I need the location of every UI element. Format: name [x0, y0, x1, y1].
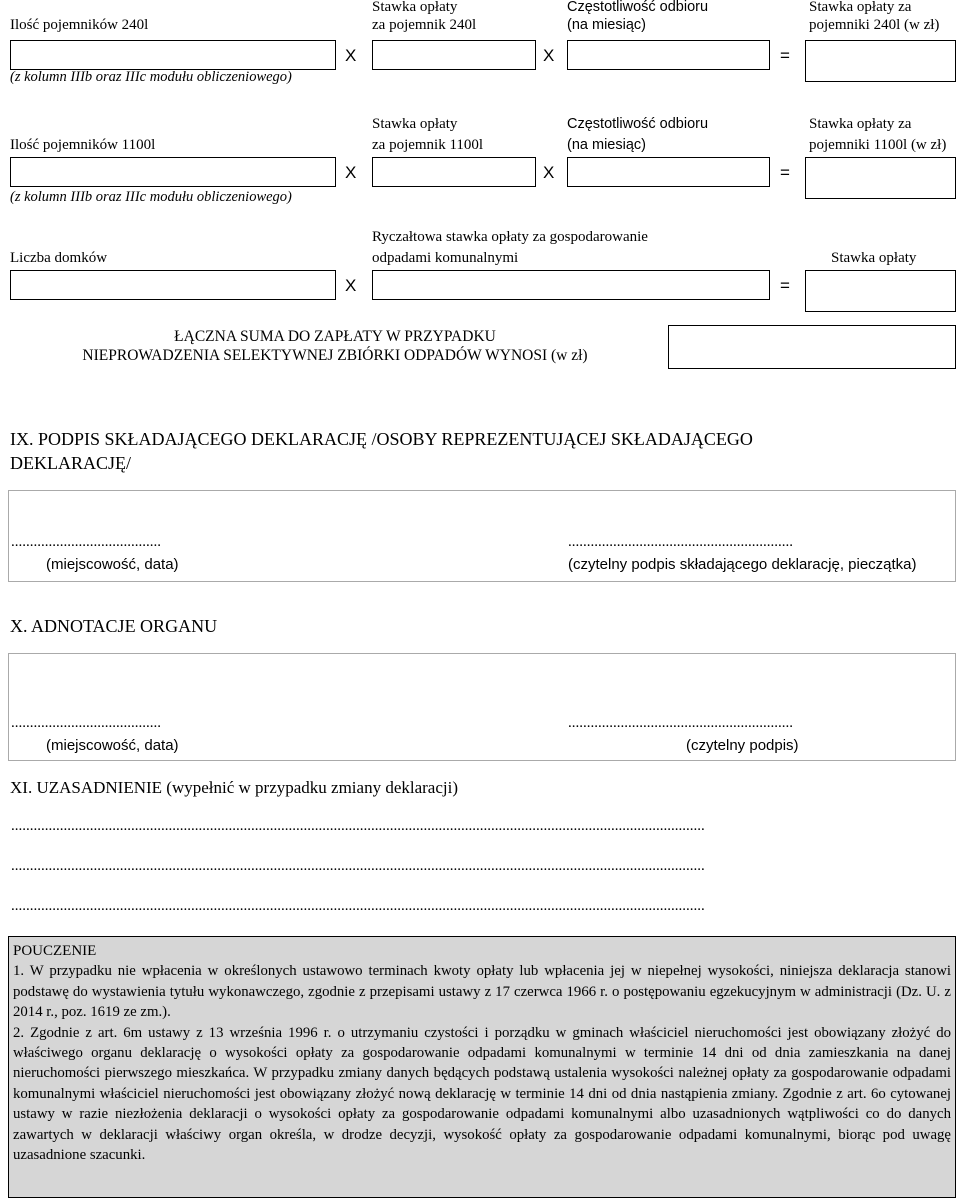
dots-place-date: ........................................: [11, 534, 161, 550]
equals-sign: =: [780, 46, 790, 65]
total-240-field[interactable]: [805, 40, 956, 82]
domki-total-label: Stawka opłaty: [831, 250, 917, 266]
count-240-field[interactable]: [10, 40, 336, 70]
multiply-sign: X: [345, 163, 357, 182]
rate-240-field[interactable]: [372, 40, 536, 70]
instructions-title: POUCZENIE: [13, 943, 97, 959]
dots-signature: ............................................................: [568, 715, 793, 731]
count-240-note: (z kolumn IIIb oraz IIIc modułu obliczeniowego): [10, 69, 292, 85]
count-1100-label: Ilość pojemników 1100l: [10, 137, 156, 153]
section-ix-title-2: DEKLARACJĘ/: [10, 453, 131, 473]
count-1100-field[interactable]: [10, 157, 336, 187]
place-date-caption: (miejscowość, data): [46, 556, 179, 573]
rate-1100-field[interactable]: [372, 157, 536, 187]
rate-240-label-2: za pojemnik 240l: [372, 17, 477, 33]
rate-1100-label-1: Stawka opłaty: [372, 116, 458, 132]
section-x-title: X. ADNOTACJE ORGANU: [10, 616, 218, 636]
place-date-caption: (miejscowość, data): [46, 737, 179, 754]
total-240-label-2: pojemniki 240l (w zł): [809, 17, 940, 33]
freq-1100-label-1: Częstotliwość odbioru: [567, 116, 709, 132]
section-ix-title-1: IX. PODPIS SKŁADAJĄCEGO DEKLARACJĘ /OSOBY REPREZENTUJĄCEJ SKŁADAJĄCEGO: [10, 429, 753, 449]
instructions-box: [8, 936, 956, 1198]
domki-rate-label-1: Ryczałtowa stawka opłaty za gospodarowanie: [372, 229, 648, 245]
dots-place-date: ........................................: [11, 715, 161, 731]
justification-line[interactable]: .........................................................................................................................................................................................: [11, 898, 705, 914]
domki-rate-field[interactable]: [372, 270, 770, 300]
freq-1100-label-2: (na miesiąc): [567, 137, 646, 153]
section-xi-title: XI. UZASADNIENIE (wypełnić w przypadku zmiany deklaracji): [10, 778, 458, 797]
count-1100-note: (z kolumn IIIb oraz IIIc modułu obliczeniowego): [10, 189, 292, 205]
multiply-sign: X: [543, 46, 555, 65]
signature-caption: (czytelny podpis): [686, 737, 799, 754]
total-1100-field[interactable]: [805, 157, 956, 199]
instructions-paragraph-1: 1. W przypadku nie wpłacenia w określonych ustawowo terminach kwoty opłaty lub wpłacenia jej w niepełnej wysokości, niniejsza deklaracja stanowi podstawę do wystawienia tytułu wykonawczego, zgodnie z przepisami ustawy z 17 czerwca 1966 r. o postępowaniu egzekucyjnym w administracji (Dz. U. z 2014 r., poz. 1619 ze zm.).: [13, 963, 951, 1021]
freq-240-label-2: (na miesiąc): [567, 17, 646, 33]
justification-line[interactable]: .........................................................................................................................................................................................: [11, 858, 705, 874]
count-240-label: Ilość pojemników 240l: [10, 17, 149, 33]
multiply-sign: X: [543, 163, 555, 182]
domki-rate-label-2: odpadami komunalnymi: [372, 250, 519, 266]
multiply-sign: X: [345, 46, 357, 65]
freq-1100-field[interactable]: [567, 157, 770, 187]
signature-caption: (czytelny podpis składającego deklarację, pieczątka): [568, 556, 917, 573]
total-label-line-1: ŁĄCZNA SUMA DO ZAPŁATY W PRZYPADKU: [174, 328, 496, 345]
multiply-sign: X: [345, 276, 357, 295]
domki-count-label: Liczba domków: [10, 250, 108, 266]
rate-240-label-1: Stawka opłaty: [372, 0, 458, 15]
grand-total-field[interactable]: [668, 325, 956, 369]
equals-sign: =: [780, 276, 790, 295]
dots-signature: ............................................................: [568, 534, 793, 550]
justification-line[interactable]: .........................................................................................................................................................................................: [11, 818, 705, 834]
freq-240-label-1: Częstotliwość odbioru: [567, 0, 709, 15]
total-1100-label-1: Stawka opłaty za: [809, 116, 912, 132]
total-label-line-2: NIEPROWADZENIA SELEKTYWNEJ ZBIÓRKI ODPADÓW WYNOSI (w zł): [82, 347, 588, 364]
equals-sign: =: [780, 163, 790, 182]
total-240-label-1: Stawka opłaty za: [809, 0, 912, 15]
domki-count-field[interactable]: [10, 270, 336, 300]
domki-total-field[interactable]: [805, 270, 956, 312]
instructions-paragraph-2: 2. Zgodnie z art. 6m ustawy z 13 września 1996 r. o utrzymaniu czystości i porządku w gminach właściciel nieruchomości jest obowiązany złożyć do właściwego organu deklarację o wysokości opłaty za gospodarowanie odpadami komunalnymi w terminie 14 dni od dnia zamieszkania na danej nieruchomości pierwszego mieszkańca. W przypadku zmiany danych będących podstawą ustalenia wysokości należnej opłaty za gospodarowanie odpadami komunalnymi właściciel nieruchomości jest obowiązany złożyć nową deklarację w terminie 14 dni od dnia nastąpienia zmiany. Zgodnie z art. 6o cytowanej ustawy w razie niezłożenia deklaracji o wysokości opłaty za gospodarowanie odpadami komunalnymi albo uzasadnionych wątpliwości co do danych zawartych w deklaracji właściwy organ określa, w drodze decyzji, wysokość opłaty za gospodarowanie odpadami komunalnymi, biorąc pod uwagę uzasadnione szacunki.: [13, 1024, 951, 1164]
rate-1100-label-2: za pojemnik 1100l: [372, 137, 484, 153]
total-1100-label-2: pojemniki 1100l (w zł): [809, 137, 947, 153]
freq-240-field[interactable]: [567, 40, 770, 70]
